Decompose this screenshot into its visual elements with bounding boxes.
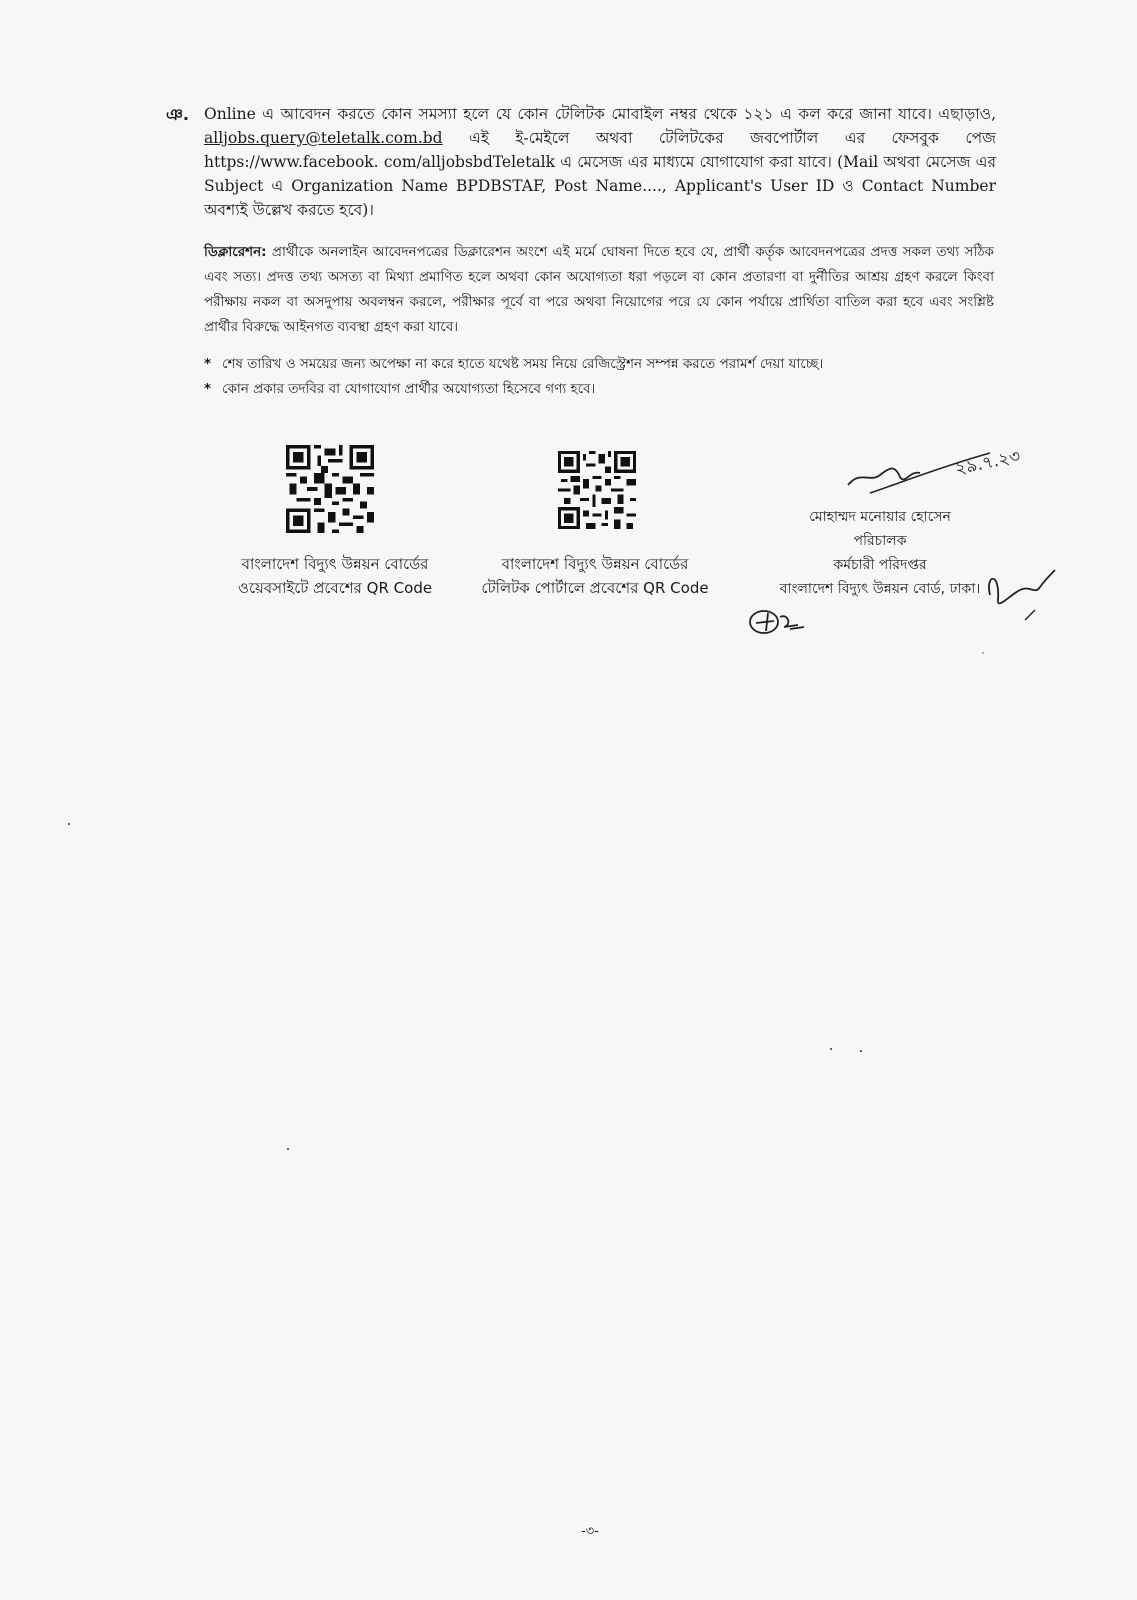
caption-line: ওয়েবসাইটে প্রবেশের QR Code <box>237 579 433 597</box>
scan-speck <box>287 1148 289 1150</box>
note-text: কোন প্রকার তদবির বা যোগাযোগ প্রার্থীর অযোগ্যতা হিসেবে গণ্য হবে। <box>222 381 596 397</box>
signatory-organization: বাংলাদেশ বিদ্যুৎ উন্নয়ন বোর্ড, ঢাকা। <box>779 581 981 597</box>
website-qr-caption <box>215 552 455 600</box>
initials-mark-right <box>980 565 1060 625</box>
scan-speck <box>68 823 70 825</box>
contact-line-1: Online এ আবেদন করতে কোন সমস্যা হলে যে কোন টেলিটক মোবাইল নম্বর থেকে ১২১ এ কল করে জানা যাবে। এছাড়াও, <box>204 105 996 123</box>
signatory-department: কর্মচারী পরিদপ্তর <box>833 557 927 573</box>
support-email-link[interactable]: alljobs.query@teletalk.com.bd <box>204 129 443 147</box>
scan-speck <box>860 1050 862 1052</box>
caption-line: বাংলাদেশ বিদ্যুৎ উন্নয়ন বোর্ডের <box>241 555 429 573</box>
list-item <box>204 352 994 377</box>
handwritten-date: ২৯.৭.২৩ <box>953 446 1023 480</box>
contact-line-2: এই ই-মেইলে অথবা টেলিটকের জবপোর্টাল এর ফেসবুক পেজ https://www.facebook. com/alljobsbdTeletalk এ মেসেজ এর মাধ্যমে যোগাযোগ করা যাবে। (Mail অথবা মেসেজ এর Subject এ Organization Name BPDBSTAF, Post Name...., Applicant's User ID ও Contact Number অবশ্যই উল্লেখ করতে হবে)। <box>204 129 996 219</box>
teletalk-qr-caption <box>475 552 715 600</box>
caption-line: বাংলাদেশ বিদ্যুৎ উন্নয়ন বোর্ডের <box>501 555 689 573</box>
bullet-star-icon: * <box>204 381 212 397</box>
contact-info-text <box>204 102 996 222</box>
initials-mark-left <box>748 605 818 640</box>
declaration-paragraph <box>204 240 994 340</box>
caption-line: টেলিটক পোর্টালে প্রবেশের QR Code <box>481 579 709 597</box>
signatory-name: মোহাম্মদ মনোয়ার হোসেন <box>809 509 951 525</box>
note-text: শেষ তারিখ ও সময়ের জন্য অপেক্ষা না করে হাতে যথেষ্ট সময় নিয়ে রেজিস্ট্রেশন সম্পন্ন করতে পরামর্শ দেয়া যাচ্ছে। <box>222 356 824 372</box>
declaration-heading: ডিক্লারেশন: <box>204 244 267 260</box>
list-item <box>204 377 994 402</box>
contact-info-section <box>166 102 996 222</box>
bullet-star-icon: * <box>204 356 212 372</box>
page-number: -৩- <box>581 1524 599 1539</box>
scan-speck <box>830 1048 832 1050</box>
teletalk-portal-qr-code[interactable] <box>555 451 639 529</box>
scan-speck <box>982 652 984 654</box>
notes-list <box>204 352 994 402</box>
website-qr-code[interactable] <box>283 445 377 533</box>
signatory-block <box>760 505 1000 601</box>
declaration-text: প্রার্থীকে অনলাইন আবেদনপত্রের ডিক্লারেশন অংশে এই মর্মে ঘোষনা দিতে হবে যে, প্রার্থী কর্তৃক আবেদনপত্রের প্রদত্ত সকল তথ্য সঠিক এবং সত্য। প্রদত্ত তথ্য অসত্য বা মিথ্যা প্রমাণিত হলে অথবা কোন অযোগ্যতা ধরা পড়লে বা কোন প্রতারণা বা দুর্নীতির আশ্রয় গ্রহণ করলে কিংবা পরীক্ষায় নকল বা অসদুপায় অবলম্বন করলে, পরীক্ষার পূর্বে বা পরে অথবা নিয়োগের পরে যে কোন পর্যায়ে প্রার্থিতা বাতিল করা হবে এবং সংশ্লিষ্ট প্রার্থীর বিরুদ্ধে আইনগত ব্যবস্থা গ্রহণ করা যাবে। <box>204 244 994 335</box>
section-marker: ঞ. <box>166 105 189 124</box>
signatory-designation: পরিচালক <box>853 533 907 549</box>
